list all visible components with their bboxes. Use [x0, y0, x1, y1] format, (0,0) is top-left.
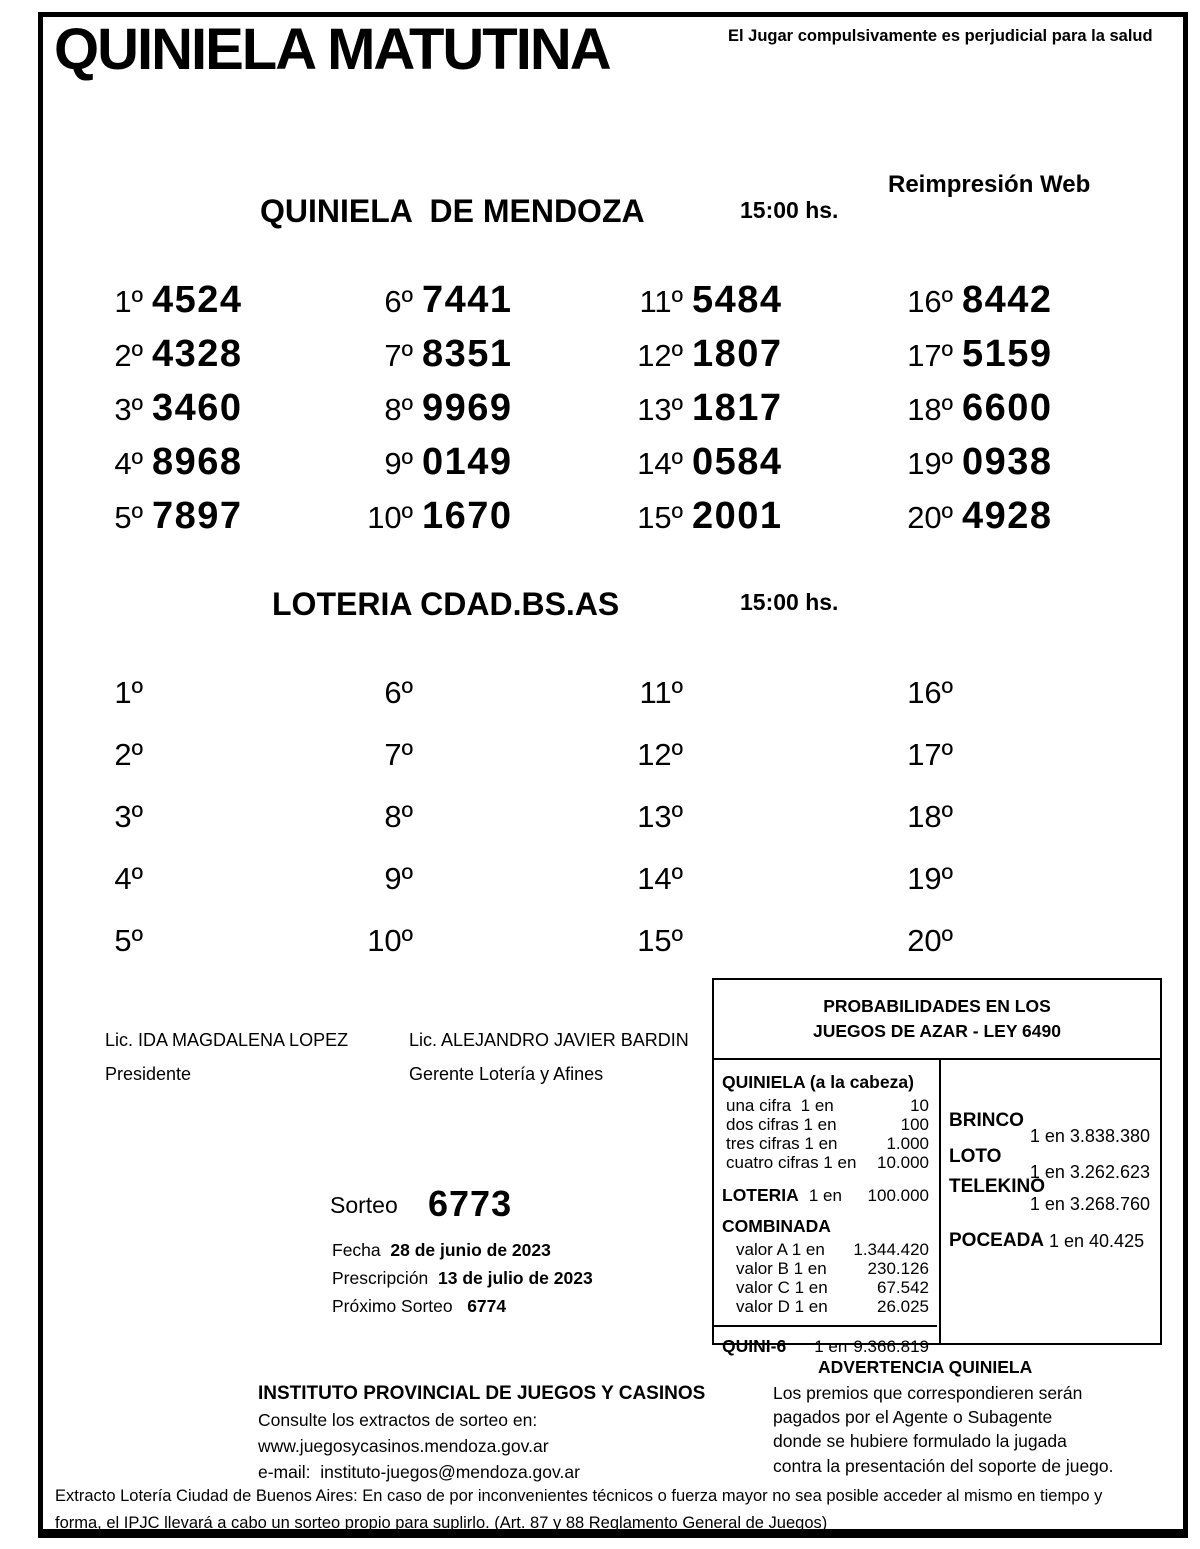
- winning-number: 1807: [692, 332, 783, 375]
- result-item: [895, 279, 1165, 322]
- position-item: [85, 923, 355, 959]
- proximo-sorteo-row: [332, 1296, 506, 1317]
- position-item: [895, 675, 1165, 711]
- prob-label: tres cifras 1 en: [726, 1134, 838, 1153]
- winning-number: 4524: [152, 278, 243, 321]
- prescripcion-row: [332, 1268, 593, 1289]
- position-label: 1º: [114, 283, 143, 319]
- prob-value: 100.000: [867, 1186, 929, 1205]
- position-item: [625, 737, 895, 773]
- result-item: [85, 333, 355, 376]
- result-item: [625, 279, 895, 322]
- winning-number: 2001: [692, 494, 783, 537]
- position-label: 11º: [639, 283, 683, 319]
- advertencia-line: Los premios que correspondieren serán: [773, 1383, 1083, 1403]
- official-role-president: Presidente: [105, 1064, 192, 1084]
- winning-number: 6600: [962, 386, 1053, 429]
- prob-row: [714, 1153, 937, 1172]
- result-item: [85, 387, 355, 430]
- game-prob-telekino: 1 en 3.268.760: [1029, 1194, 1150, 1214]
- position-item: [355, 675, 625, 711]
- official-name-manager: Lic. ALEJANDRO JAVIER BARDIN: [409, 1030, 689, 1050]
- combinada-header: COMBINADA: [722, 1216, 831, 1236]
- game-prob-loto: 1 en 3.262.623: [1029, 1162, 1150, 1182]
- game-name: QUINI-6: [722, 1336, 787, 1356]
- result-item: [625, 333, 895, 376]
- position-label: 2º: [114, 337, 143, 373]
- position-label: 18º: [907, 391, 953, 427]
- position-item: [355, 799, 625, 835]
- sorteo-label: Sorteo: [330, 1192, 398, 1218]
- position-label: 13º: [637, 799, 683, 834]
- result-item: [85, 279, 355, 322]
- position-label: 5º: [114, 923, 143, 958]
- position-item: [625, 799, 895, 835]
- winning-number: 5484: [692, 278, 783, 321]
- position-label: 10º: [367, 923, 413, 958]
- position-label: 14º: [637, 861, 683, 896]
- game-name-telekino: TELEKINO: [949, 1176, 1046, 1197]
- winning-number: 8351: [422, 332, 513, 375]
- result-item: [355, 387, 625, 430]
- position-label: 20º: [907, 499, 953, 535]
- winning-number: 8968: [152, 440, 243, 483]
- official-name-president: Lic. IDA MAGDALENA LOPEZ: [105, 1030, 349, 1050]
- footer-extracto-line2: forma, el IPJC llevará a cabo un sorteo propio para suplirlo. (Art. 87 y 88 Reglamento General de Juegos): [55, 1514, 828, 1532]
- game-name-brinco: BRINCO: [949, 1110, 1024, 1131]
- result-item: [625, 495, 895, 538]
- position-item: [85, 675, 355, 711]
- position-label: 19º: [907, 445, 953, 481]
- quini6-prob-row: [714, 1325, 937, 1357]
- prob-label: cuatro cifras 1 en: [726, 1153, 857, 1172]
- prob-label: valor A 1 en: [736, 1240, 825, 1259]
- prob-value: 10: [910, 1096, 929, 1115]
- prob-row: [714, 1278, 937, 1297]
- game-prob-brinco: 1 en 3.838.380: [1029, 1126, 1150, 1146]
- position-item: [85, 861, 355, 897]
- game-name: LOTERIA: [722, 1185, 799, 1205]
- position-label: 4º: [114, 445, 143, 481]
- position-label: 17º: [907, 737, 953, 772]
- result-item: [895, 495, 1165, 538]
- prob-row: [714, 1096, 937, 1115]
- footer-extracto-line1: Extracto Lotería Ciudad de Buenos Aires: En caso de por inconvenientes técnicos o fuerza mayor no sea posible acceder al mismo en tiempo y: [55, 1487, 1103, 1505]
- position-item: [895, 861, 1165, 897]
- position-label: 15º: [637, 923, 683, 958]
- winning-number: 1817: [692, 386, 783, 429]
- probabilities-title: [714, 994, 1160, 1044]
- winning-number: 1670: [422, 494, 513, 537]
- quiniela-prob-header: QUINIELA (a la cabeza): [722, 1072, 914, 1092]
- fecha-label: Fecha: [332, 1240, 391, 1260]
- prob-row: [714, 1134, 937, 1153]
- result-item: [895, 333, 1165, 376]
- prob-value: 100: [900, 1115, 929, 1134]
- probabilities-right-column: [941, 1060, 1160, 1343]
- winning-number: 0584: [692, 440, 783, 483]
- institute-email: e-mail: instituto-juegos@mendoza.gov.ar: [258, 1462, 580, 1482]
- position-label: 15º: [637, 499, 683, 535]
- position-label: 7º: [384, 337, 413, 373]
- sorteo-number: 6773: [428, 1183, 513, 1224]
- advertencia-line: contra la presentación del soporte de juego.: [773, 1456, 1114, 1476]
- prob-value: 9.366.819: [853, 1337, 929, 1356]
- probabilities-title-line2: JUEGOS DE AZAR - LEY 6490: [813, 1021, 1061, 1041]
- result-item: [355, 279, 625, 322]
- prob-row: [714, 1115, 937, 1134]
- winning-number: 7897: [152, 494, 243, 537]
- position-item: [625, 675, 895, 711]
- position-item: [355, 861, 625, 897]
- position-label: 3º: [114, 799, 143, 834]
- position-label: 4º: [114, 861, 143, 896]
- position-item: [625, 923, 895, 959]
- prob-label: valor D 1 en: [736, 1297, 828, 1316]
- position-label: 18º: [907, 799, 953, 834]
- winning-number: 8442: [962, 278, 1053, 321]
- position-item: [895, 799, 1165, 835]
- result-item: [355, 441, 625, 484]
- result-item: [85, 495, 355, 538]
- institute-name: INSTITUTO PROVINCIAL DE JUEGOS Y CASINOS: [258, 1383, 706, 1404]
- prob-label: dos cifras 1 en: [726, 1115, 837, 1134]
- position-item: [625, 861, 895, 897]
- winning-number: 9969: [422, 386, 513, 429]
- prob-value: 67.542: [877, 1278, 929, 1297]
- mendoza-results-grid: [85, 273, 1165, 543]
- position-label: 9º: [384, 861, 413, 896]
- result-item: [895, 387, 1165, 430]
- position-item: [895, 923, 1165, 959]
- advertencia-line: pagados por el Agente o Subagente: [773, 1407, 1053, 1427]
- mendoza-section-title: QUINIELA DE MENDOZA: [260, 193, 645, 229]
- position-label: 6º: [384, 675, 413, 710]
- institute-website: www.juegosycasinos.mendoza.gov.ar: [258, 1436, 549, 1456]
- prob-row: [714, 1240, 937, 1259]
- position-label: 16º: [907, 675, 953, 710]
- winning-number: 4928: [962, 494, 1053, 537]
- result-item: [355, 495, 625, 538]
- result-item: [625, 387, 895, 430]
- position-label: 7º: [384, 737, 413, 772]
- probabilities-title-line1: PROBABILIDADES EN LOS: [823, 996, 1051, 1016]
- position-label: 3º: [114, 391, 143, 427]
- proximo-value: 6774: [467, 1296, 507, 1316]
- page-title: QUINIELA MATUTINA: [54, 17, 610, 82]
- position-item: [355, 923, 625, 959]
- game-name-loto: LOTO: [949, 1146, 1002, 1167]
- position-label: 13º: [637, 391, 683, 427]
- prob-value: 230.126: [867, 1259, 929, 1278]
- bsas-positions-grid: [85, 662, 1165, 972]
- game-prob-poceada: 1 en 40.425: [1049, 1231, 1145, 1251]
- winning-number: 4328: [152, 332, 243, 375]
- winning-number: 5159: [962, 332, 1053, 375]
- advertencia-line: donde se hubiere formulado la jugada: [773, 1431, 1067, 1451]
- fecha-row: [332, 1240, 551, 1261]
- combinada-rows: [714, 1240, 937, 1316]
- health-warning: El Jugar compulsivamente es perjudicial para la salud: [728, 27, 1153, 45]
- prescripcion-label: Prescripción: [332, 1268, 439, 1288]
- position-label: 17º: [907, 337, 953, 373]
- prob-value: 10.000: [877, 1153, 929, 1172]
- institute-consult-line: Consulte los extractos de sorteo en:: [258, 1410, 538, 1430]
- result-item: [85, 441, 355, 484]
- position-label: 12º: [637, 337, 683, 373]
- bsas-draw-time: 15:00 hs.: [740, 589, 839, 615]
- position-label: 6º: [384, 283, 413, 319]
- position-item: [85, 737, 355, 773]
- prescripcion-value: 13 de julio de 2023: [438, 1268, 593, 1288]
- prob-row: [714, 1297, 937, 1316]
- official-role-manager: Gerente Lotería y Afines: [409, 1064, 604, 1084]
- prob-mid: 1 en: [808, 1186, 842, 1205]
- winning-number: 7441: [422, 278, 513, 321]
- bsas-section-title: LOTERIA CDAD.BS.AS: [272, 586, 620, 622]
- position-label: 11º: [639, 675, 683, 710]
- position-label: 2º: [114, 737, 143, 772]
- advertencia-title: ADVERTENCIA QUINIELA: [818, 1357, 1033, 1377]
- position-label: 1º: [114, 675, 143, 710]
- winning-number: 0149: [422, 440, 513, 483]
- position-label: 20º: [907, 923, 953, 958]
- result-item: [355, 333, 625, 376]
- position-item: [85, 799, 355, 835]
- prob-mid: 1 en: [814, 1337, 848, 1356]
- fecha-value: 28 de junio de 2023: [390, 1240, 551, 1260]
- reprint-web-label: Reimpresión Web: [888, 171, 1091, 198]
- position-label: 16º: [907, 283, 953, 319]
- prob-value: 1.000: [886, 1134, 929, 1153]
- loteria-prob-row: [714, 1185, 937, 1206]
- position-label: 9º: [384, 445, 413, 481]
- probabilities-box: [712, 978, 1162, 1356]
- prob-value: 26.025: [877, 1297, 929, 1316]
- prob-value: 1.344.420: [853, 1240, 929, 1259]
- prob-label: valor B 1 en: [736, 1259, 827, 1278]
- proximo-label: Próximo Sorteo: [332, 1296, 468, 1316]
- prob-label: una cifra 1 en: [726, 1096, 834, 1115]
- position-label: 19º: [907, 861, 953, 896]
- mendoza-draw-time: 15:00 hs.: [740, 197, 839, 223]
- prob-label: valor C 1 en: [736, 1278, 828, 1297]
- position-label: 5º: [114, 499, 143, 535]
- position-item: [355, 737, 625, 773]
- prob-row: [714, 1259, 937, 1278]
- winning-number: 3460: [152, 386, 243, 429]
- position-label: 10º: [367, 499, 413, 535]
- game-name-poceada: POCEADA: [949, 1230, 1045, 1251]
- position-label: 8º: [384, 799, 413, 834]
- position-item: [895, 737, 1165, 773]
- position-label: 8º: [384, 391, 413, 427]
- result-item: [625, 441, 895, 484]
- position-label: 12º: [637, 737, 683, 772]
- position-label: 14º: [637, 445, 683, 481]
- probabilities-left-column: [714, 1060, 937, 1357]
- winning-number: 0938: [962, 440, 1053, 483]
- result-item: [895, 441, 1165, 484]
